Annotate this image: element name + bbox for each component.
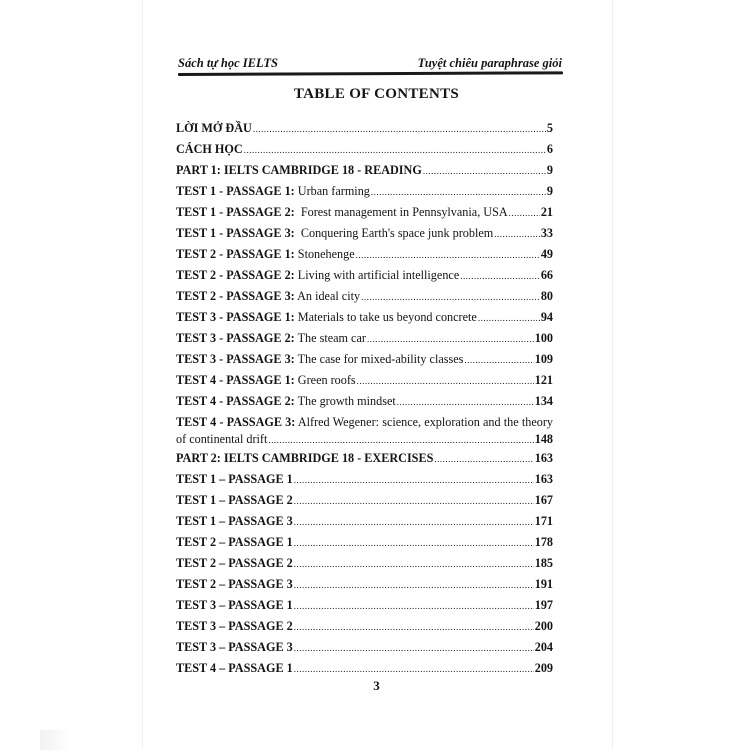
toc-entry-label (176, 181, 370, 202)
toc-entry-label (176, 328, 366, 349)
toc-entry-label (176, 286, 360, 307)
toc-page-number: 185 (534, 556, 553, 570)
toc-entry-prefix: TEST 3 - PASSAGE 3: (176, 352, 295, 366)
dot-leader (494, 224, 540, 244)
toc-entry-prefix: TEST 4 - PASSAGE 2: (176, 394, 295, 408)
toc-page-number: 171 (534, 514, 553, 528)
toc-entry-label (176, 370, 356, 391)
dot-leader (357, 371, 534, 391)
toc-page-number: 191 (534, 577, 553, 591)
dot-leader (294, 554, 534, 574)
toc-entry[interactable] (176, 553, 553, 574)
toc-entry-prefix: TEST 4 - PASSAGE 1: (176, 373, 295, 387)
toc-page-number: 148 (534, 432, 553, 446)
toc-page-number: 6 (546, 142, 553, 156)
toc-entry-prefix: TEST 3 - PASSAGE 2: (176, 331, 295, 345)
toc-entry-label (176, 265, 459, 286)
dot-leader (434, 449, 533, 469)
dot-leader (294, 512, 534, 532)
dot-leader (253, 119, 546, 139)
toc-entry-part-2[interactable] (176, 448, 553, 469)
toc-entry[interactable] (176, 286, 553, 307)
dot-leader (361, 287, 540, 307)
toc-entry-continuation (176, 432, 553, 449)
toc-entry-label: PART 2: IELTS CAMBRIDGE 18 - EXERCISES (176, 451, 434, 465)
toc-entry[interactable] (176, 265, 553, 286)
toc-page-number: 197 (534, 598, 553, 612)
toc-entry-prefix: TEST 4 - PASSAGE 3: (176, 415, 296, 429)
toc-page-number: 94 (540, 310, 553, 324)
toc-entry-label: TEST 3 – PASSAGE 2 (176, 619, 293, 633)
toc-page-number: 178 (534, 535, 553, 549)
toc-page-number: 9 (546, 184, 553, 198)
dot-leader (367, 329, 534, 349)
dot-leader (356, 245, 540, 265)
toc-entry[interactable] (176, 415, 553, 451)
toc-page-number: 21 (540, 205, 553, 219)
toc-entry-label (176, 244, 355, 265)
dot-leader (460, 266, 540, 286)
toc-entry-title: Stonehenge (294, 247, 355, 261)
toc-page-number: 80 (540, 289, 553, 303)
toc-entry-label: CÁCH HỌC (176, 142, 243, 156)
toc-entry-title: An ideal city (294, 289, 361, 303)
toc-entry-title: The growth mindset (294, 394, 396, 408)
toc-entry-title: Living with artificial intelligence (294, 268, 460, 282)
toc-entry[interactable] (176, 595, 553, 616)
toc-page-number: 9 (546, 163, 553, 177)
toc-entry-title: Materials to take us beyond concrete (294, 310, 477, 324)
toc-entry[interactable] (176, 223, 553, 244)
toc-entry-label (176, 391, 396, 412)
dot-leader (294, 659, 534, 679)
toc-page-number: 66 (540, 268, 553, 282)
toc-entry-label: TEST 3 – PASSAGE 3 (176, 640, 293, 654)
toc-entry-preface[interactable] (176, 118, 553, 139)
toc-page-number: 163 (534, 472, 553, 486)
toc-entry-label (176, 223, 493, 244)
toc-page-number: 5 (546, 121, 553, 135)
dot-leader (423, 161, 546, 181)
toc-entry-label: TEST 1 – PASSAGE 3 (176, 514, 293, 528)
toc-page-number: 200 (534, 619, 553, 633)
toc-entry-label (176, 307, 477, 328)
dot-leader (294, 575, 534, 595)
toc-entry-title: Alfred Wegener: science, exploration and the theory (295, 415, 553, 429)
toc-entry[interactable] (176, 244, 553, 265)
toc-entry[interactable] (176, 637, 553, 658)
header-book-series: Sách tự học IELTS (178, 56, 278, 70)
page-title: TABLE OF CONTENTS (293, 86, 460, 102)
toc-entry-label: TEST 1 – PASSAGE 2 (176, 493, 293, 507)
toc-entry-prefix: TEST 2 - PASSAGE 3: (176, 289, 295, 303)
dot-leader (397, 392, 534, 412)
toc-entry[interactable] (176, 181, 553, 202)
page-shadow (40, 730, 70, 750)
toc-entry-label: TEST 4 – PASSAGE 1 (176, 661, 293, 675)
toc-page-number: 134 (534, 394, 553, 408)
toc-page-number: 204 (534, 640, 553, 654)
toc-page-number: 209 (534, 661, 553, 675)
table-of-contents (176, 118, 553, 679)
toc-page-number: 121 (534, 373, 553, 387)
toc-entry-label (176, 202, 508, 223)
toc-entry-label: PART 1: IELTS CAMBRIDGE 18 - READING (176, 163, 422, 177)
toc-page-number: 100 (534, 331, 553, 345)
dot-leader (464, 350, 533, 370)
toc-entry[interactable] (176, 574, 553, 595)
toc-entry[interactable] (176, 469, 553, 490)
toc-entry[interactable] (176, 349, 553, 370)
toc-entry-label: TEST 2 – PASSAGE 2 (176, 556, 293, 570)
toc-entry[interactable] (176, 490, 553, 511)
dot-leader (371, 182, 546, 202)
toc-entry-label (176, 349, 463, 370)
header-book-title: Tuyệt chiêu paraphrase giỏi (417, 56, 562, 70)
toc-entry-label: TEST 2 – PASSAGE 3 (176, 577, 293, 591)
toc-entry-label: TEST 2 – PASSAGE 1 (176, 535, 293, 549)
toc-entry-title: Conquering Earth's space junk problem (294, 226, 494, 240)
dot-leader (294, 638, 534, 658)
toc-entry-title: The case for mixed-ability classes (294, 352, 464, 366)
toc-entry[interactable] (176, 328, 553, 349)
toc-entry-label (176, 415, 553, 432)
dot-leader (294, 533, 534, 553)
page-number: 3 (373, 678, 380, 693)
toc-entry-prefix: TEST 1 - PASSAGE 1: (176, 184, 295, 198)
toc-entry-label: LỜI MỞ ĐẦU (176, 121, 252, 135)
toc-entry-title: The steam car (294, 331, 366, 345)
toc-page-number: 109 (534, 352, 553, 366)
dot-leader (509, 203, 540, 223)
toc-entry[interactable] (176, 391, 553, 412)
dot-leader (478, 308, 540, 328)
toc-page-number: 33 (540, 226, 553, 240)
dot-leader (244, 140, 546, 160)
toc-entry-prefix: TEST 2 - PASSAGE 2: (176, 268, 295, 282)
toc-entry-title: Forest management in Pennsylvania, USA (294, 205, 508, 219)
toc-entry-how-to-study[interactable] (176, 139, 553, 160)
toc-page-number: 49 (540, 247, 553, 261)
toc-entry-prefix: TEST 3 - PASSAGE 1: (176, 310, 295, 324)
toc-entry-title: Green roofs (294, 373, 356, 387)
dot-leader (268, 433, 533, 448)
toc-entry-prefix: TEST 2 - PASSAGE 1: (176, 247, 295, 261)
dot-leader (294, 491, 534, 511)
toc-entry-part-1[interactable] (176, 160, 553, 181)
dot-leader (294, 617, 534, 637)
toc-entry[interactable] (176, 658, 553, 679)
toc-entry-prefix: TEST 1 - PASSAGE 2: (176, 205, 295, 219)
dot-leader (294, 596, 534, 616)
toc-entry[interactable] (176, 532, 553, 553)
toc-entry-title-cont: of continental drift (176, 432, 268, 446)
toc-entry[interactable] (176, 616, 553, 637)
toc-entry-label: TEST 3 – PASSAGE 1 (176, 598, 293, 612)
toc-entry-label: TEST 1 – PASSAGE 1 (176, 472, 293, 486)
toc-entry-title: Urban farming (294, 184, 370, 198)
toc-page-number: 163 (534, 451, 553, 465)
toc-entry[interactable] (176, 370, 553, 391)
toc-entry[interactable] (176, 511, 553, 532)
toc-page-number: 167 (534, 493, 553, 507)
toc-entry[interactable] (176, 307, 553, 328)
toc-entry[interactable] (176, 202, 553, 223)
toc-entry-prefix: TEST 1 - PASSAGE 3: (176, 226, 295, 240)
dot-leader (294, 470, 534, 490)
